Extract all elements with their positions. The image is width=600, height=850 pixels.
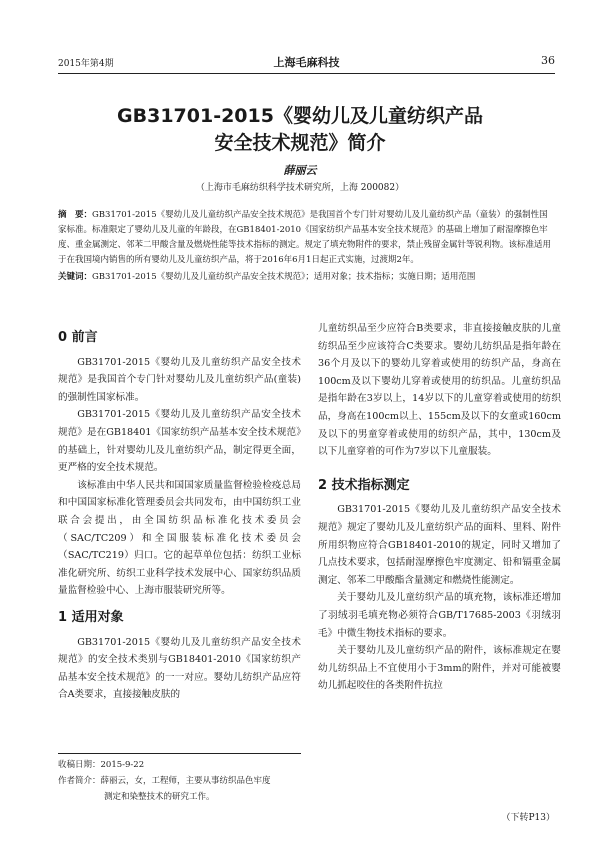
bio-text-2: 测定和染整技术的研究工作。: [104, 792, 215, 802]
section-1-paragraph-1-continued: 儿童纺织品至少应符合B类要求，非直接接触皮肤的儿童纺织品至少应该符合C类要求。婴幼儿纺织品是指年龄在36个月及以下的婴幼儿穿着或使用的纺织产品，身高在100cm及以下婴幼儿穿着或使用的纺织品。儿童纺织品是指年龄在3岁以上，14岁以下的儿童穿着或使用的纺织品，身高在100cm以上、155cm及以下的女童或160cm及以下的男童穿着或使用的纺织产品，其中，130cm及以下儿童穿着的可作为7岁以下儿童服装。: [318, 323, 561, 458]
section-1-heading: 1 适用对象: [58, 609, 124, 625]
received-date: 收稿日期：2015-9-22: [58, 760, 145, 770]
section-0-paragraph-3: 该标准由中华人民共和国国家质量监督检验检疫总局和中国国家标准化管理委员会共同发布，由中国纺织工业联合会提出，由全国纺织品标准化技术委员会（SAC/TC209）和全国服装标准化技术委员会（SAC/TC219）归口。它的起草单位包括：纺织工业标准化研究所、纺织工业科学技术发展中心、国家纺织品质量监督检验中心、上海市服装研究所等。: [58, 479, 301, 597]
section-0-paragraph-1: GB31701-2015《婴幼儿及儿童纺织产品安全技术规范》是我国首个专门针对婴幼儿及儿童纺织产品(童装)的强制性国家标准。: [58, 356, 301, 403]
section-2-paragraph-3: 关于婴幼儿及儿童纺织产品的附件，该标准规定在婴幼儿纺织品上不宜使用小于3mm的附件，并对可能被婴幼儿抓起咬住的各类附件抗拉: [318, 645, 561, 692]
abstract-block: [58, 208, 555, 285]
section-2-paragraph-1: GB31701-2015《婴幼儿及儿童纺织产品安全技术规范》规定了婴幼儿及儿童纺织产品的面料、里料、附件所用织物应符合GB18401-2010的规定，同时又增加了几点技术要求，包括耐湿摩擦色牢度测定、铅和镉重金属测定、邻苯二甲酸酯含量测定和燃烧性能测定。: [318, 504, 561, 586]
author-name: 薛丽云: [283, 164, 317, 177]
header-rule: [58, 73, 555, 74]
page-number: 36: [541, 54, 555, 67]
footnote: [58, 757, 301, 805]
journal-name: 上海毛麻科技: [273, 56, 340, 69]
section-2-heading: 2 技术指标测定: [318, 477, 410, 493]
abstract-label: 摘 要：: [58, 210, 93, 220]
bio-label: 作者简介：: [58, 776, 101, 786]
abstract: [58, 208, 555, 268]
paper-title: [0, 103, 600, 157]
continued-note: （下转P13）: [501, 813, 555, 823]
keywords: [58, 270, 555, 285]
title-line-2: 安全技术规范》简介: [214, 132, 386, 154]
footnote-rule: [58, 753, 301, 754]
right-column: [318, 320, 561, 695]
abstract-text: GB31701-2015《婴幼儿及儿童纺织产品安全技术规范》是我国首个专门针对婴幼儿及儿童纺织产品（童装）的强制性国家标准。标准限定了婴幼儿及儿童的年龄段，在GB18401-2010《国家纺织产品基本安全技术规范》的基础上增加了耐湿摩擦色牢度、重金属测定、邻苯二甲酸含量及燃烧性能等技术指标的测定。规定了填充物附件的要求，禁止残留金属针等锐利物。该标准适用于在我国境内销售的所有婴幼儿及儿童纺织产品，将于2016年6月1日起正式实施，过渡期2年。: [58, 210, 552, 265]
keywords-text: GB31701-2015《婴幼儿及儿童纺织产品安全技术规范》；适用对象；技术指标；实施日期；适用范围: [92, 272, 476, 282]
section-0-heading: 0 前言: [58, 330, 98, 345]
title-line-1: GB31701-2015《婴幼儿及儿童纺织产品: [117, 105, 483, 127]
left-column: [58, 320, 301, 704]
bio-text-1: 薛丽云，女，工程师，主要从事纺织品色牢度: [100, 776, 271, 786]
section-1-paragraph-1: GB31701-2015《婴幼儿及儿童纺织产品安全技术规范》的安全技术类别与GB18401-2010《国家纺织产品基本安全技术规范》的一一对应。婴幼儿纺织产品应符合A类要求，直接接触皮肤的: [58, 636, 301, 701]
section-2-paragraph-2: 关于婴幼儿及儿童纺织产品的填充物，该标准还增加了羽绒羽毛填充物必须符合GB/T17685-2003《羽绒羽毛》中微生物技术指标的要求。: [318, 592, 561, 639]
keywords-label: 关键词：: [58, 272, 93, 282]
running-header: [58, 54, 555, 70]
section-0-paragraph-2: GB31701-2015《婴幼儿及儿童纺织产品安全技术规范》是在GB18401《国家纺织产品基本安全技术规范》的基础上，针对婴幼儿及儿童纺织产品，制定得更全面，更严格的安全技术规范。: [58, 409, 301, 474]
author-bio: [58, 773, 301, 789]
affiliation: （上海市毛麻纺织科学技术研究所，上海 200082）: [195, 183, 405, 193]
issue-label: 2015年第4期: [58, 59, 114, 69]
